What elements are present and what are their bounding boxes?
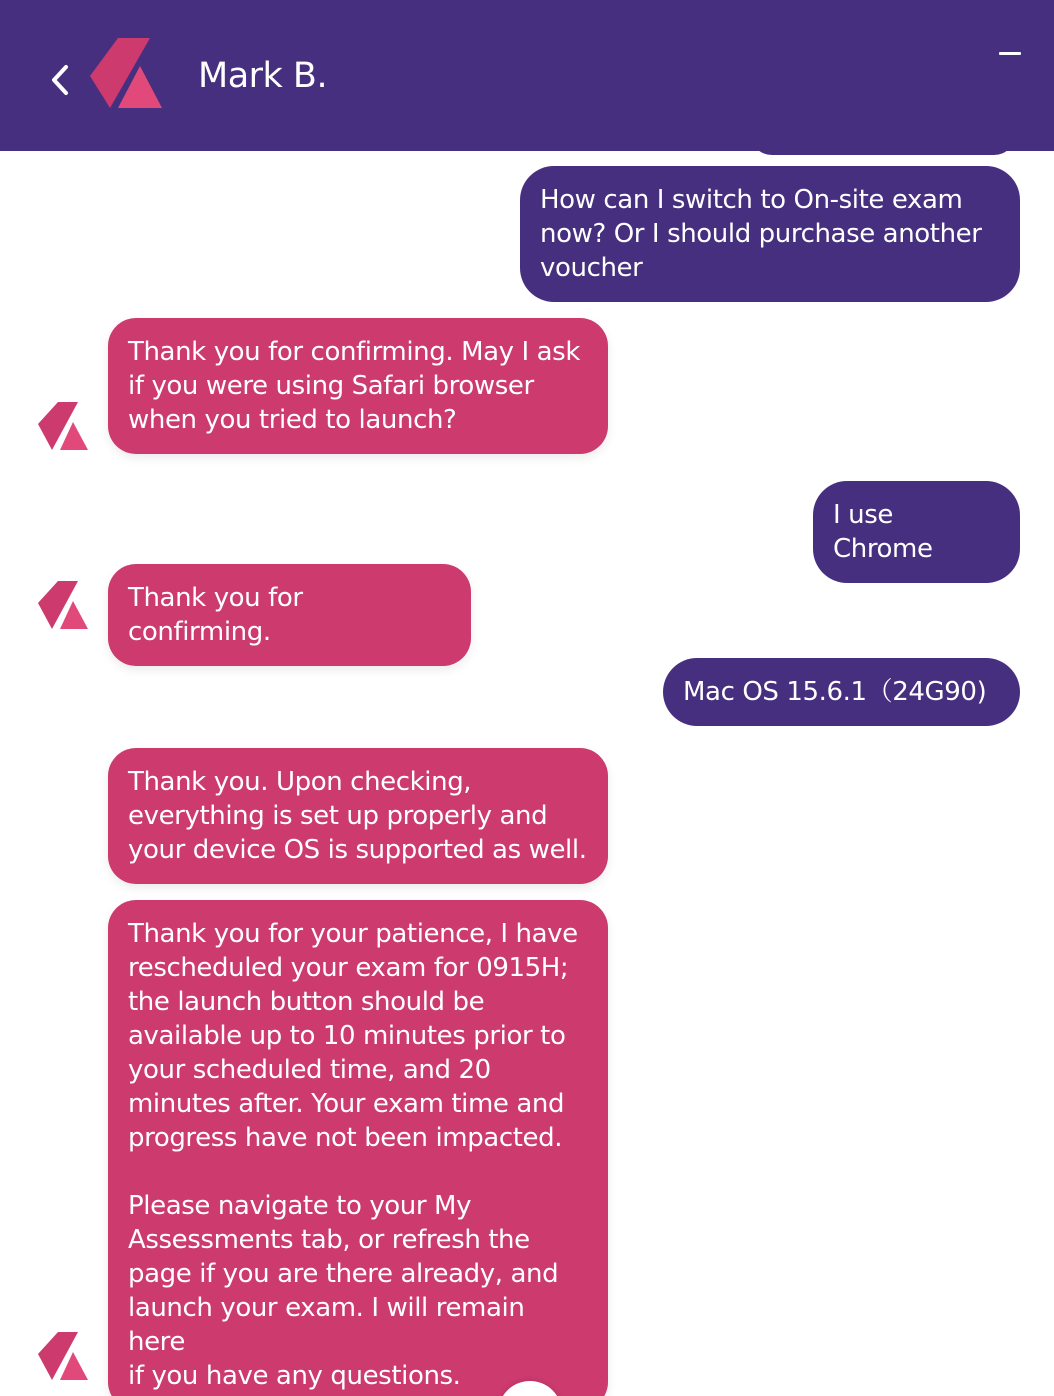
agent-message: Thank you for confirming. bbox=[108, 564, 471, 666]
chevron-left-icon bbox=[48, 62, 72, 98]
agent-message: Thank you. Upon checking, everything is set up properly and your device OS is supported as well. bbox=[108, 748, 608, 884]
agent-avatar-icon bbox=[38, 402, 88, 450]
agent-message: Thank you for confirming. May I ask if you were using Safari browser when you tried to launch? bbox=[108, 318, 608, 454]
user-message: How can I switch to On-site exam now? Or I should purchase another voucher bbox=[520, 166, 1020, 302]
agent-avatar-icon bbox=[38, 581, 88, 629]
contact-name: Mark B. bbox=[198, 56, 328, 96]
agent-avatar-icon bbox=[38, 1332, 88, 1380]
chat-messages[interactable] bbox=[0, 151, 1054, 1396]
minimize-button[interactable] bbox=[990, 38, 1030, 68]
user-message: Mac OS 15.6.1（24G90) bbox=[663, 658, 1020, 726]
user-message: I use Chrome bbox=[813, 481, 1020, 583]
chat-header bbox=[0, 0, 1054, 151]
minimize-icon bbox=[999, 52, 1021, 55]
back-button[interactable] bbox=[40, 58, 80, 102]
brand-logo-icon bbox=[90, 38, 162, 112]
previous-user-message bbox=[750, 151, 1016, 155]
agent-message: Thank you for your patience, I have rescheduled your exam for 0915H; the launch button should be available up to 10 minutes prior to your scheduled time, and 20 minutes after. Your exam time and progress have not been impacted. Please navigate to your My Assessments tab, or refresh the page if you are there already, and launch your exam. I will remain here if you have any questions. bbox=[108, 900, 608, 1396]
